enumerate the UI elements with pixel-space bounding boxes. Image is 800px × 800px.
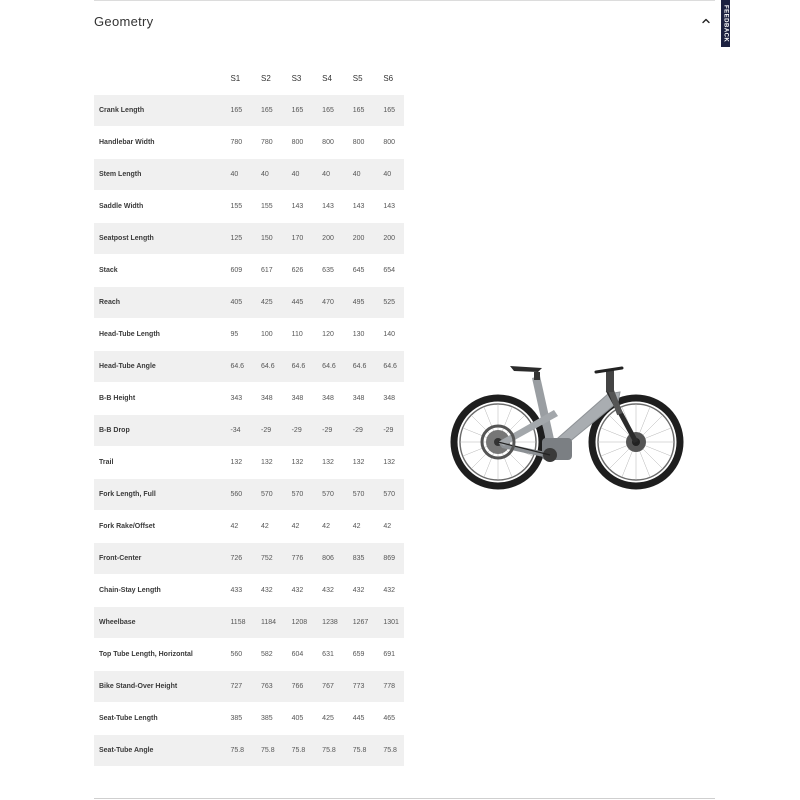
- table-row: [94, 511, 404, 543]
- table-cell: 631: [312, 639, 343, 671]
- table-cell: 165: [251, 95, 282, 127]
- table-cell: 570: [282, 479, 313, 511]
- table-cell: 800: [282, 127, 313, 159]
- section-title: Geometry: [94, 13, 154, 29]
- table-cell: 425: [251, 287, 282, 319]
- size-header: S2: [261, 73, 271, 83]
- table-cell: 132: [312, 447, 343, 479]
- table-cell: 64.6: [251, 351, 282, 383]
- row-label: Stack: [94, 255, 220, 287]
- table-cell: 200: [343, 223, 374, 255]
- table-row: [94, 223, 404, 255]
- table-cell: 200: [373, 223, 404, 255]
- table-cell: 40: [251, 159, 282, 191]
- row-label: Head-Tube Length: [94, 319, 220, 351]
- table-cell: 132: [251, 447, 282, 479]
- table-cell: 165: [220, 95, 251, 127]
- table-cell: 348: [312, 383, 343, 415]
- table-cell: 763: [251, 671, 282, 703]
- table-row: [94, 639, 404, 671]
- row-label: Top Tube Length, Horizontal: [94, 639, 220, 671]
- table-cell: 75.8: [220, 735, 251, 767]
- table-cell: 75.8: [251, 735, 282, 767]
- row-label: Trail: [94, 447, 220, 479]
- row-label: Bike Stand-Over Height: [94, 671, 220, 703]
- table-cell: 75.8: [343, 735, 374, 767]
- top-divider: [94, 0, 715, 1]
- table-cell: 659: [343, 639, 374, 671]
- table-cell: 1301: [373, 607, 404, 639]
- table-cell: 570: [312, 479, 343, 511]
- table-cell: 110: [282, 319, 313, 351]
- table-cell: 835: [343, 543, 374, 575]
- table-cell: 617: [251, 255, 282, 287]
- row-label: Front-Center: [94, 543, 220, 575]
- table-cell: 385: [220, 703, 251, 735]
- table-cell: -29: [282, 415, 313, 447]
- table-row: [94, 95, 404, 127]
- table-row: [94, 447, 404, 479]
- row-label: Saddle Width: [94, 191, 220, 223]
- table-cell: 42: [220, 511, 251, 543]
- bike-frame: [482, 366, 636, 462]
- table-cell: 64.6: [343, 351, 374, 383]
- table-cell: 726: [220, 543, 251, 575]
- feedback-tab-label: FEEDBACK: [722, 4, 729, 43]
- table-cell: 42: [312, 511, 343, 543]
- table-cell: 40: [312, 159, 343, 191]
- table-cell: 132: [282, 447, 313, 479]
- table-cell: 95: [220, 319, 251, 351]
- table-row: [94, 735, 404, 767]
- row-label: Seat-Tube Angle: [94, 735, 220, 767]
- bike-image: [450, 358, 686, 494]
- row-label: B-B Drop: [94, 415, 220, 447]
- geometry-section-header[interactable]: [94, 8, 716, 34]
- table-cell: 42: [282, 511, 313, 543]
- table-cell: 140: [373, 319, 404, 351]
- row-label: Seatpost Length: [94, 223, 220, 255]
- row-label: Fork Length, Full: [94, 479, 220, 511]
- table-cell: 40: [343, 159, 374, 191]
- table-cell: 780: [251, 127, 282, 159]
- table-cell: 767: [312, 671, 343, 703]
- table-cell: 432: [312, 575, 343, 607]
- table-cell: 626: [282, 255, 313, 287]
- table-cell: 42: [343, 511, 374, 543]
- size-header: S4: [322, 73, 332, 83]
- table-cell: 433: [220, 575, 251, 607]
- header-corner: [94, 62, 220, 95]
- table-cell: 635: [312, 255, 343, 287]
- table-cell: 64.6: [373, 351, 404, 383]
- table-row: [94, 319, 404, 351]
- table-row: [94, 255, 404, 287]
- table-cell: 343: [220, 383, 251, 415]
- table-cell: 143: [373, 191, 404, 223]
- table-cell: 165: [312, 95, 343, 127]
- table-cell: 143: [343, 191, 374, 223]
- feedback-tab[interactable]: [721, 0, 730, 47]
- table-cell: 495: [343, 287, 374, 319]
- table-cell: 132: [220, 447, 251, 479]
- table-row: [94, 287, 404, 319]
- table-cell: 64.6: [220, 351, 251, 383]
- table-cell: 800: [373, 127, 404, 159]
- table-cell: 385: [251, 703, 282, 735]
- row-label: Handlebar Width: [94, 127, 220, 159]
- table-cell: 170: [282, 223, 313, 255]
- table-cell: 1184: [251, 607, 282, 639]
- table-cell: 869: [373, 543, 404, 575]
- table-row: [94, 575, 404, 607]
- table-cell: 165: [373, 95, 404, 127]
- size-header-row: [94, 62, 404, 95]
- table-row: [94, 671, 404, 703]
- table-cell: 800: [343, 127, 374, 159]
- table-cell: 465: [373, 703, 404, 735]
- table-cell: 155: [251, 191, 282, 223]
- table-cell: 570: [343, 479, 374, 511]
- table-cell: -29: [343, 415, 374, 447]
- bottom-divider: [94, 798, 715, 799]
- table-cell: 143: [312, 191, 343, 223]
- table-cell: 780: [220, 127, 251, 159]
- table-cell: 806: [312, 543, 343, 575]
- table-row: [94, 543, 404, 575]
- table-cell: 348: [343, 383, 374, 415]
- table-cell: 560: [220, 479, 251, 511]
- row-label: Seat-Tube Length: [94, 703, 220, 735]
- table-cell: 75.8: [373, 735, 404, 767]
- table-cell: 348: [251, 383, 282, 415]
- table-cell: 1267: [343, 607, 374, 639]
- table-cell: -29: [251, 415, 282, 447]
- size-header: S3: [291, 73, 302, 83]
- table-cell: 348: [373, 383, 404, 415]
- table-cell: 40: [282, 159, 313, 191]
- table-cell: 609: [220, 255, 251, 287]
- table-cell: 432: [343, 575, 374, 607]
- table-cell: 525: [373, 287, 404, 319]
- row-label: Head-Tube Angle: [94, 351, 220, 383]
- table-cell: 445: [282, 287, 313, 319]
- row-label: Stem Length: [94, 159, 220, 191]
- row-label: Chain-Stay Length: [94, 575, 220, 607]
- table-row: [94, 703, 404, 735]
- table-cell: 1238: [312, 607, 343, 639]
- table-cell: 432: [282, 575, 313, 607]
- row-label: Fork Rake/Offset: [94, 511, 220, 543]
- table-cell: 165: [282, 95, 313, 127]
- table-cell: 604: [282, 639, 313, 671]
- table-cell: 100: [251, 319, 282, 351]
- table-row: [94, 191, 404, 223]
- table-cell: 778: [373, 671, 404, 703]
- table-cell: 200: [312, 223, 343, 255]
- table-cell: 425: [312, 703, 343, 735]
- row-label: Reach: [94, 287, 220, 319]
- table-cell: 432: [251, 575, 282, 607]
- table-cell: 64.6: [282, 351, 313, 383]
- table-cell: 40: [373, 159, 404, 191]
- table-cell: 773: [343, 671, 374, 703]
- table-cell: 150: [251, 223, 282, 255]
- table-cell: 42: [373, 511, 404, 543]
- table-cell: 40: [220, 159, 251, 191]
- table-cell: 752: [251, 543, 282, 575]
- table-cell: 776: [282, 543, 313, 575]
- row-label: B-B Height: [94, 383, 220, 415]
- table-cell: 42: [251, 511, 282, 543]
- table-cell: 125: [220, 223, 251, 255]
- table-cell: 155: [220, 191, 251, 223]
- table-row: [94, 415, 404, 447]
- table-cell: 727: [220, 671, 251, 703]
- row-label: Crank Length: [94, 95, 220, 127]
- table-cell: 1208: [282, 607, 313, 639]
- table-cell: 132: [373, 447, 404, 479]
- table-row: [94, 159, 404, 191]
- chevron-up-icon[interactable]: [700, 15, 712, 27]
- table-cell: 470: [312, 287, 343, 319]
- table-cell: 560: [220, 639, 251, 671]
- table-cell: 165: [343, 95, 374, 127]
- table-cell: 132: [343, 447, 374, 479]
- table-cell: -29: [312, 415, 343, 447]
- table-row: [94, 607, 404, 639]
- table-row: [94, 127, 404, 159]
- table-cell: 75.8: [282, 735, 313, 767]
- size-header: S1: [230, 73, 241, 83]
- table-cell: 143: [282, 191, 313, 223]
- table-cell: 766: [282, 671, 313, 703]
- table-cell: 405: [220, 287, 251, 319]
- table-row: [94, 479, 404, 511]
- table-cell: 405: [282, 703, 313, 735]
- table-cell: 691: [373, 639, 404, 671]
- table-cell: 445: [343, 703, 374, 735]
- table-cell: 570: [373, 479, 404, 511]
- table-cell: 432: [373, 575, 404, 607]
- table-cell: 654: [373, 255, 404, 287]
- table-cell: 120: [312, 319, 343, 351]
- table-row: [94, 383, 404, 415]
- table-row: [94, 351, 404, 383]
- row-label: Wheelbase: [94, 607, 220, 639]
- geometry-table: [94, 62, 404, 766]
- table-cell: 645: [343, 255, 374, 287]
- table-cell: 75.8: [312, 735, 343, 767]
- geometry-table-body: [94, 95, 404, 767]
- table-cell: 800: [312, 127, 343, 159]
- table-cell: 348: [282, 383, 313, 415]
- table-cell: 130: [343, 319, 374, 351]
- table-cell: 1158: [220, 607, 251, 639]
- table-cell: 570: [251, 479, 282, 511]
- table-cell: -29: [373, 415, 404, 447]
- table-cell: -34: [220, 415, 251, 447]
- size-header: S5: [352, 73, 363, 83]
- table-cell: 582: [251, 639, 282, 671]
- table-cell: 64.6: [312, 351, 343, 383]
- size-header: S6: [383, 73, 394, 83]
